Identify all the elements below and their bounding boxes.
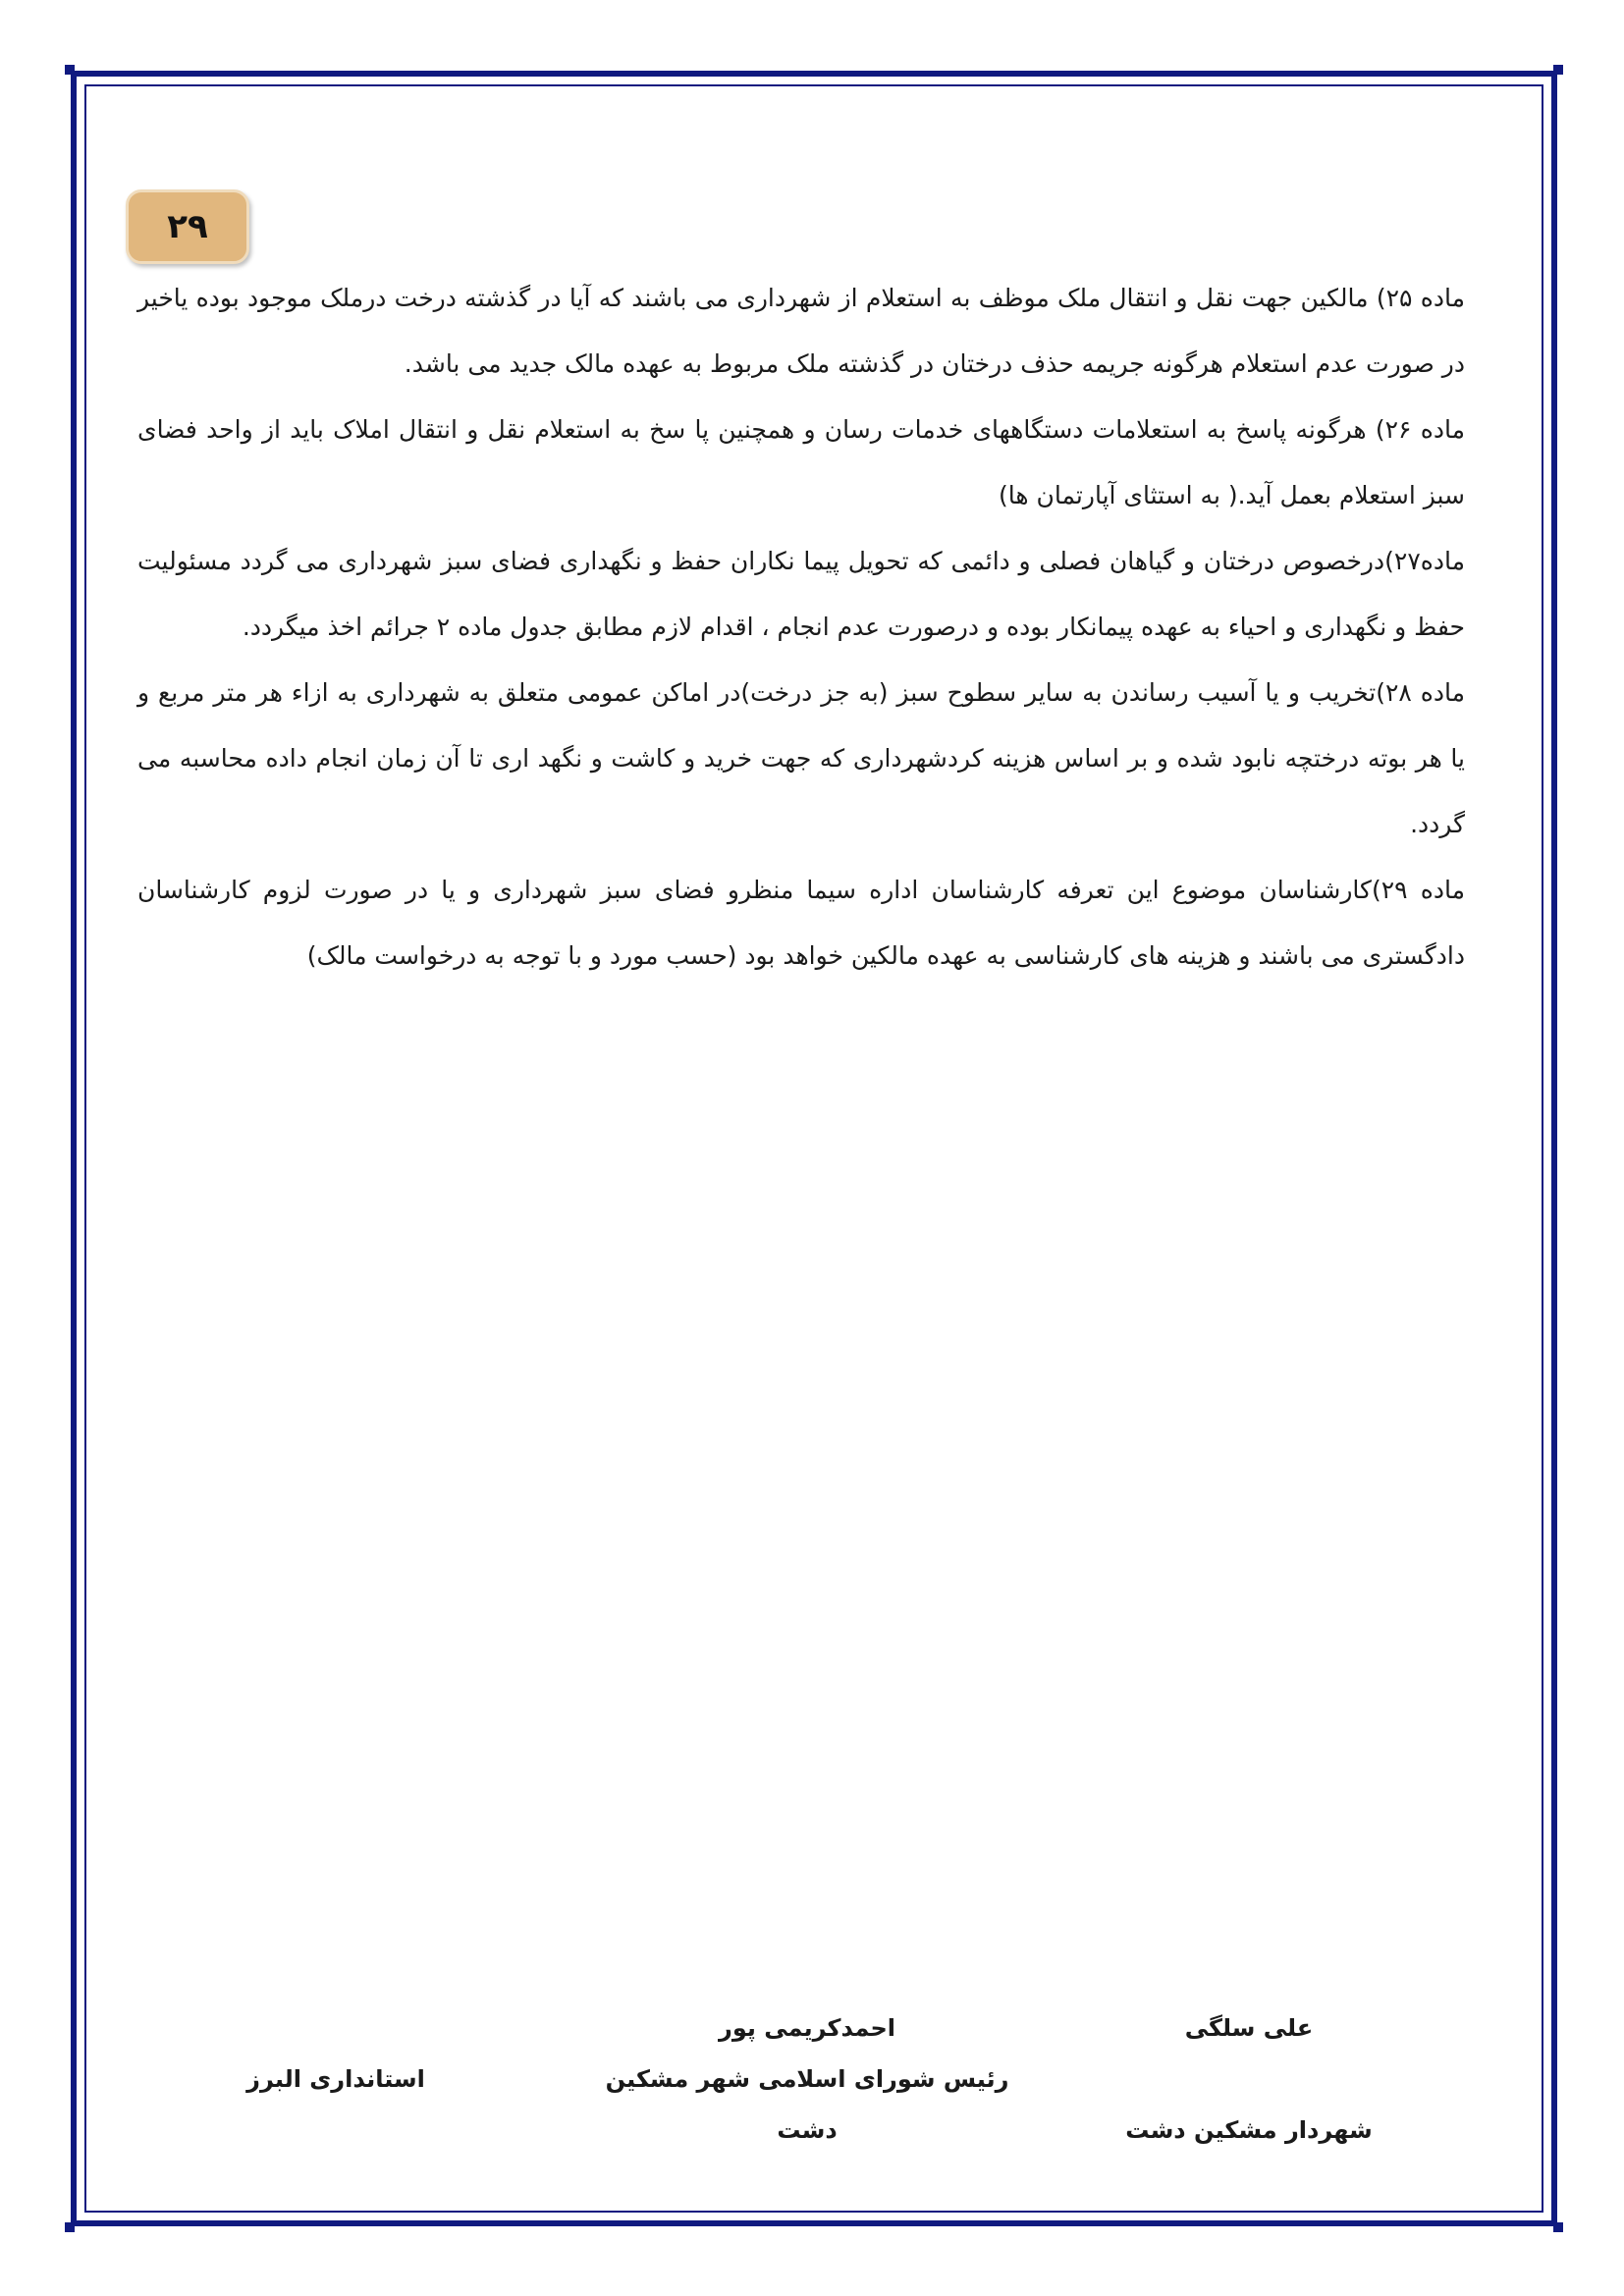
mayor-name: علی سلگی — [1184, 2014, 1314, 2042]
border-corner — [1553, 65, 1563, 75]
article-28: ماده ۲۸)تخریب و یا آسیب رساندن به سایر سطوح سبز (به جز درخت)در اماکن عمومی متعلق به شهرداری به ازاء هر متر مربع و یا هر بوته درختچه نابود شده و بر اساس هزینه کردشهرداری که جهت خرید و کاشت و نگهد اری تا آن زمان انجام داده محاسبه می گردد. — [137, 678, 1465, 838]
governorate-title: استانداری البرز — [246, 2065, 425, 2093]
page-number-badge — [126, 189, 249, 264]
council-title-cont: دشت — [777, 2116, 838, 2144]
article-25: ماده ۲۵) مالکین جهت نقل و انتقال ملک موظف به استعلام از شهرداری می باشند که آیا در گذشته درخت درملک موجود بوده یاخیر در صورت عدم استعلام هرگونه جریمه حذف درختان در گذشته ملک مربوط به عهده مالک جدید می باشد. — [137, 284, 1465, 378]
signature-mayor — [1092, 2002, 1406, 2156]
mayor-title: شهردار مشکین دشت — [1125, 2116, 1373, 2144]
council-name: احمدکریمی پور — [719, 2014, 895, 2042]
signature-governorate — [189, 2002, 483, 2105]
council-title: رئیس شورای اسلامی شهر مشکین — [605, 2065, 1009, 2093]
page-number: ۲۹ — [167, 207, 208, 246]
signature-block — [137, 2002, 1465, 2179]
article-26: ماده ۲۶) هرگونه پاسخ به استعلامات دستگاههای خدمات رسان و همچنین پا سخ به استعلام نقل و انتقال املاک باید از واحد فضای سبز استعلام بعمل آید.( به استثای آپارتمان ها) — [137, 415, 1465, 509]
articles-body — [137, 265, 1465, 988]
article-29: ماده ۲۹)کارشناسان موضوع این تعرفه کارشناسان اداره سیما منظرو فضای سبز شهرداری و یا در صورت لزوم کارشناسان دادگستری می باشند و هزینه های کارشناسی به عهده مالکین خواهد بود (حسب مورد و با توجه به درخواست مالک) — [137, 876, 1465, 970]
article-27: ماده۲۷)درخصوص درختان و گیاهان فصلی و دائمی که تحویل پیما نکاران حفظ و نگهداری فضای سبز شهرداری می گردد مسئولیت حفظ و نگهداری و احیاء به عهده پیمانکار بوده و درصورت عدم انجام ، اقدام لازم مطابق جدول ماده ۲ جرائم اخذ میگردد. — [137, 547, 1465, 641]
border-corner — [1553, 2222, 1563, 2232]
signature-council — [581, 2002, 1033, 2156]
border-corner — [65, 2222, 75, 2232]
border-corner — [65, 65, 75, 75]
